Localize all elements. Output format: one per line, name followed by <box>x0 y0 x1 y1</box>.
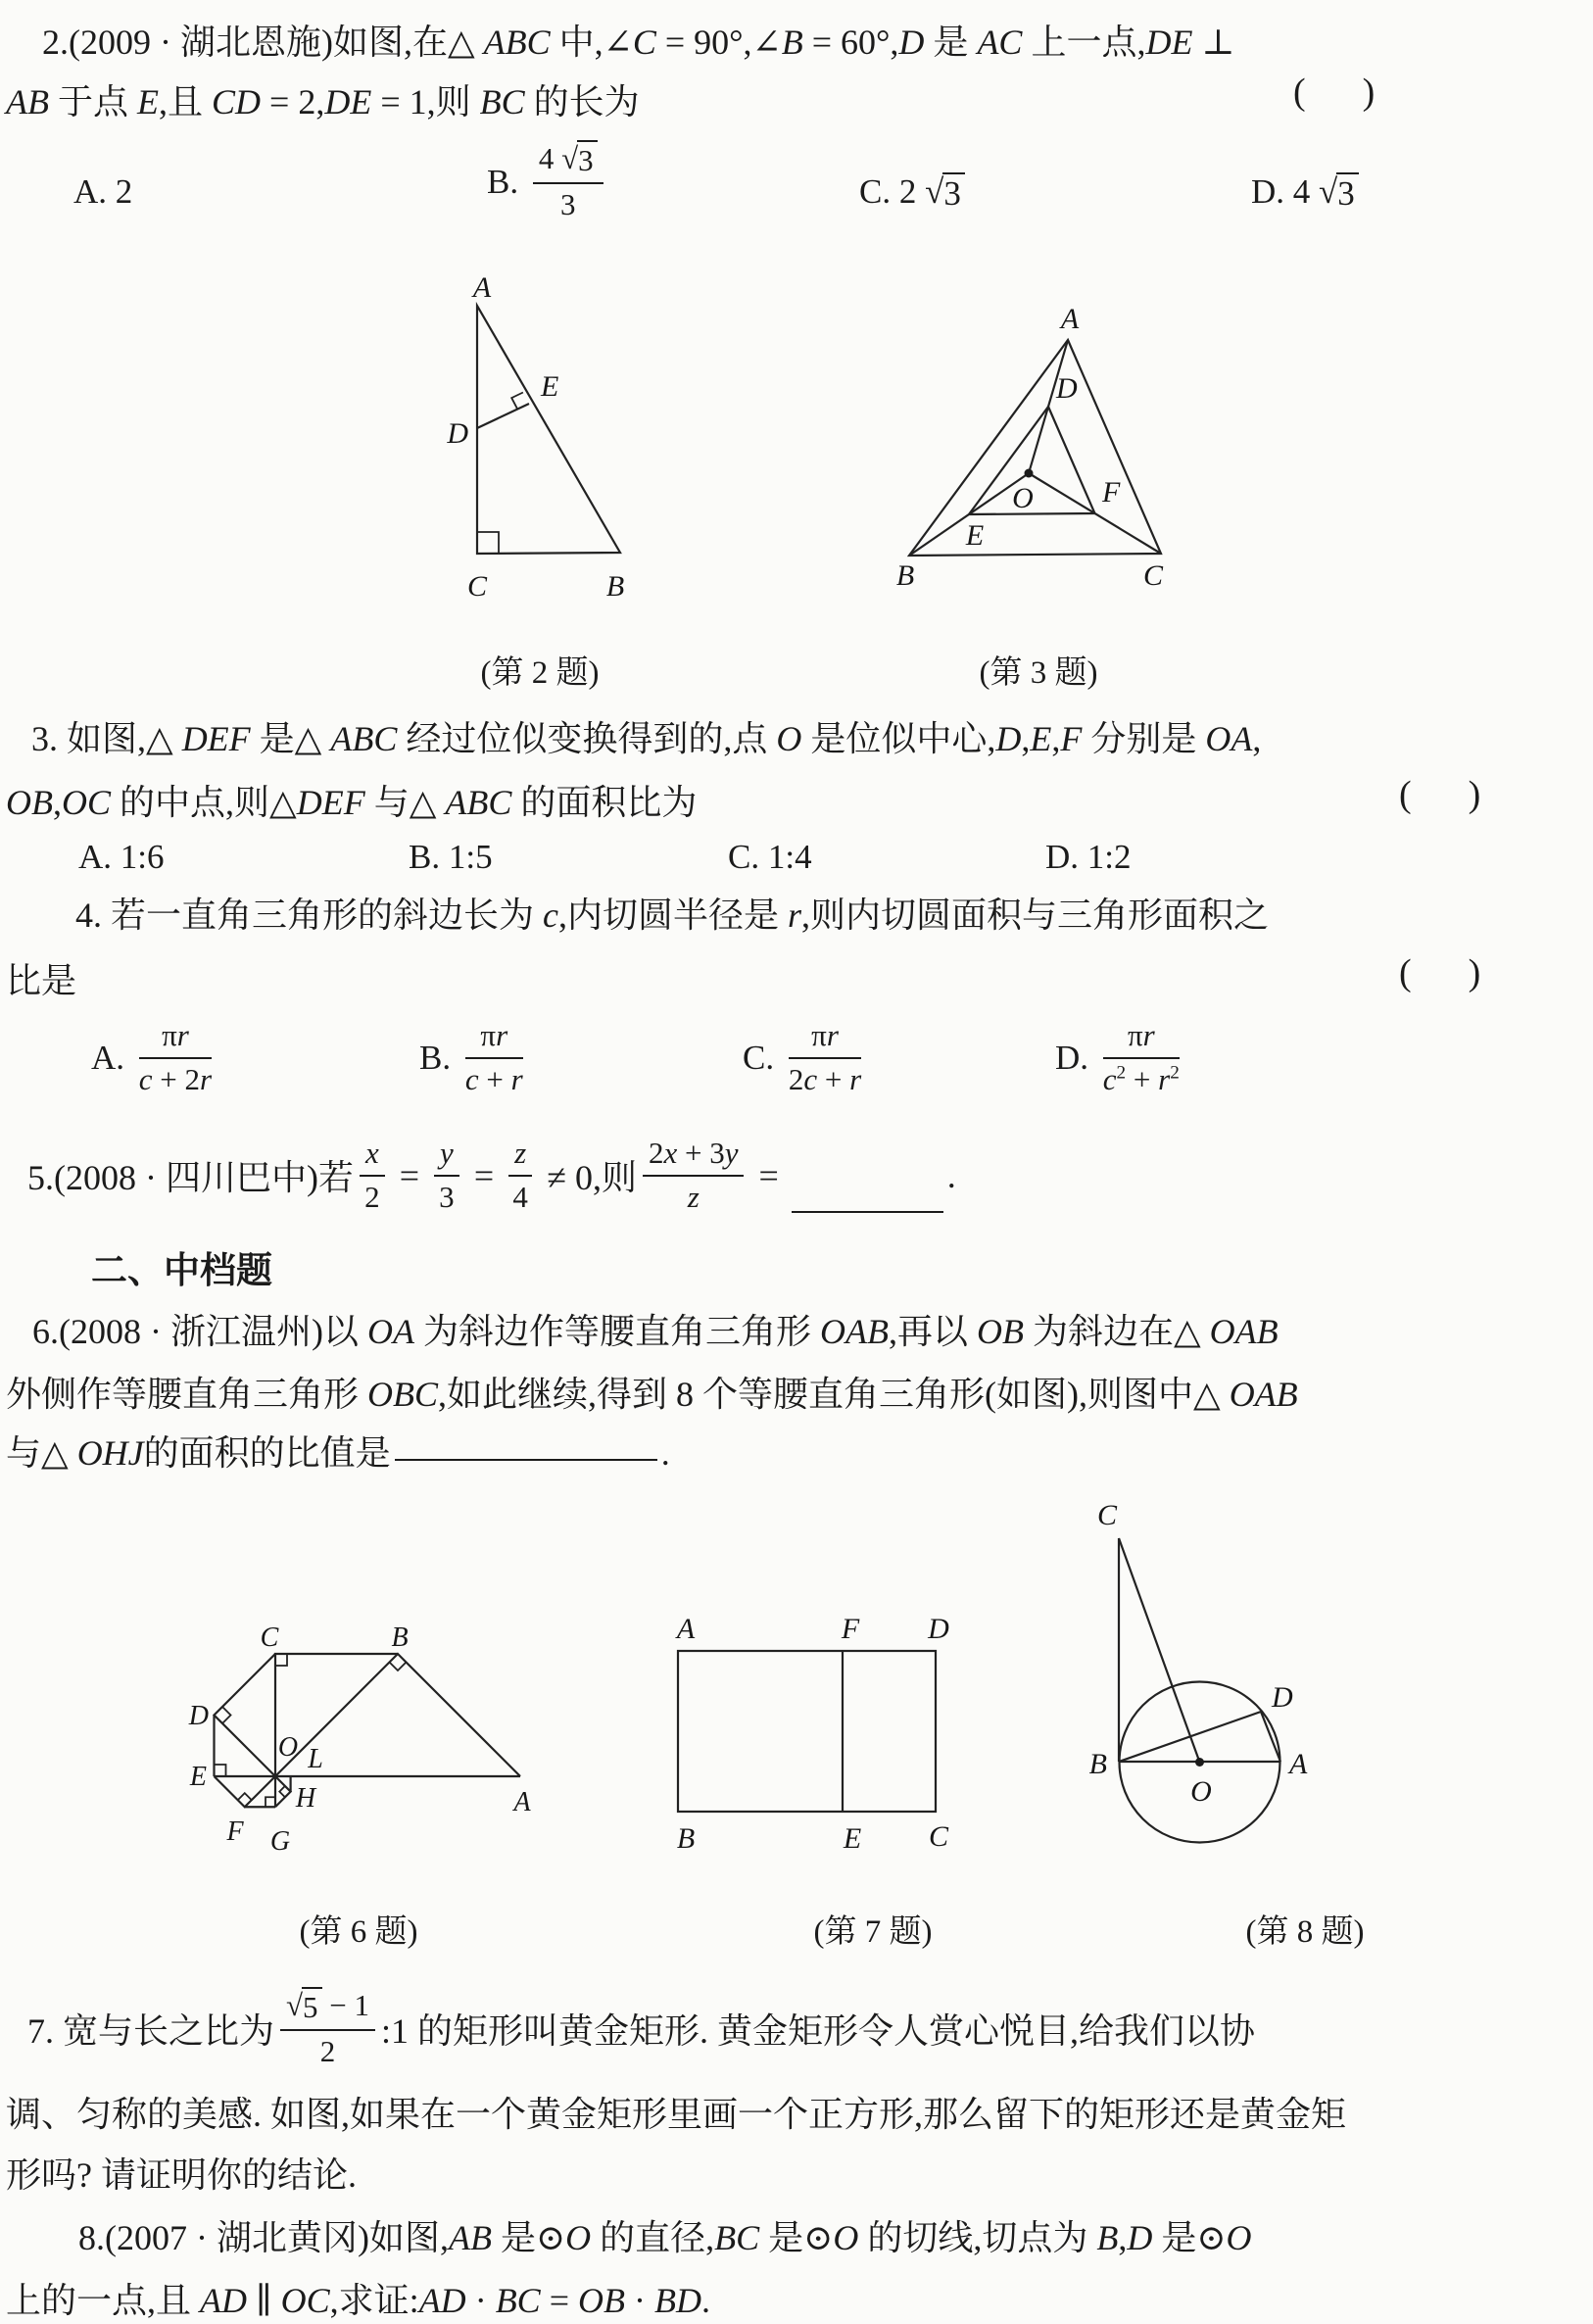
figure3-caption: (第 3 题) <box>979 655 1098 691</box>
problem2-line2: AB 于点 E,且 CD = 2,DE = 1,则 BC 的长为 <box>6 82 640 121</box>
vertex-label-d: D <box>1272 1681 1293 1714</box>
problem4-answer-paren: ( ) <box>1399 952 1481 993</box>
vertex-label-a: A <box>1060 303 1080 335</box>
lines-gh-ho <box>275 1776 291 1807</box>
right-angle-mark-h <box>279 1786 285 1797</box>
vertex-label-d: D <box>928 1613 949 1645</box>
lines-bc-cg <box>275 1654 398 1807</box>
problem3-option-a: A. 1:6 <box>78 838 165 876</box>
problem2-option-d: D. 4 √ 3 <box>1251 172 1359 214</box>
problem2-answer-paren: ( ) <box>1293 72 1376 113</box>
triangle-abc <box>909 340 1161 556</box>
problem4-option-a: A. $\frac{\pi r}{c + 2r}$ <box>91 1018 213 1096</box>
vertex-label-c: C <box>928 1820 949 1853</box>
problem5-line: 5.(2008 · 四川巴中)若 $\frac{x}{2}$ = $\frac{y}{3}$ = $\frac{z}{4}$ ≠ 0,则 $\frac{2x + 3y}{z}$ = . <box>27 1136 956 1214</box>
problem6-line3: 与△ OHJ的面积的比值是 . <box>6 1422 670 1476</box>
center-point-o <box>1025 469 1034 478</box>
right-angle-mark-b <box>390 1663 407 1671</box>
problem3-option-d: D. 1:2 <box>1045 838 1132 876</box>
problem8-line1: 8.(2007 · 湖北黄冈)如图,AB 是⊙O 的直径,BC 是⊙O 的切线,切点为 B,D 是⊙O <box>78 2218 1252 2257</box>
center-label-o: O <box>1190 1775 1212 1808</box>
lines-cd-do <box>215 1654 276 1776</box>
vertex-label-b: B <box>391 1622 409 1653</box>
problem7-line1: 7. 宽与长之比为 √ 5 − 1 2 :1 的矩形叫黄金矩形. 黄金矩形令人赏心悦目,给我们以协 <box>27 1988 1256 2068</box>
vertex-label-g: G <box>269 1826 291 1857</box>
vertex-label-c: C <box>1096 1499 1118 1531</box>
vertex-label-a: A <box>1289 1748 1308 1780</box>
vertex-label-d: D <box>188 1701 209 1731</box>
vertex-label-c: C <box>260 1622 279 1653</box>
center-point-o <box>1195 1758 1204 1767</box>
problem4-option-b: B. $\frac{\pi r}{c + r}$ <box>419 1018 523 1096</box>
right-angle-mark-f <box>238 1793 252 1800</box>
problem6-line2: 外侧作等腰直角三角形 OBC,如此继续,得到 8 个等腰直角三角形(如图),则图中△ OAB <box>6 1375 1298 1414</box>
segment-de <box>477 404 529 428</box>
vertex-label-a: A <box>513 1787 531 1817</box>
vertex-label-f: F <box>841 1613 860 1645</box>
right-angle-mark-d <box>222 1707 231 1723</box>
vertex-label-a: A <box>472 271 492 304</box>
triangle-abc <box>477 306 620 554</box>
chords-bd-da <box>1119 1712 1280 1762</box>
figure6-caption: (第 6 题) <box>299 1914 418 1950</box>
vertex-label-d: D <box>1056 372 1078 405</box>
problem2-option-a: A. 2 <box>73 172 133 211</box>
problem2-option-b: B. 4 √ 3 3 <box>487 140 609 224</box>
vertex-label-b: B <box>895 559 915 592</box>
figure2-caption: (第 2 题) <box>480 655 600 691</box>
vertex-label-e: E <box>541 370 559 403</box>
problem7-line2: 调、匀称的美感. 如图,如果在一个黄金矩形里画一个正方形,那么留下的矩形还是黄金矩 <box>6 2095 1347 2134</box>
figure-problem8 <box>1068 1494 1391 1866</box>
problem4-line1: 4. 若一直角三角形的斜边长为 c,内切圆半径是 r,则内切圆面积与三角形面积之 <box>75 896 1270 935</box>
vertex-label-b: B <box>605 570 625 603</box>
vertex-label-e: E <box>843 1822 862 1855</box>
vertex-label-f: F <box>1102 476 1121 508</box>
figure7-caption: (第 7 题) <box>813 1914 933 1950</box>
problem3-answer-paren: ( ) <box>1399 774 1481 815</box>
problem2-option-c: C. 2 √ 3 <box>859 172 965 214</box>
problem4-option-d: D. $\frac{\pi r}{c^2 + r^2}$ <box>1055 1018 1180 1096</box>
figure-problem7 <box>647 1597 970 1862</box>
golden-rectangle <box>678 1651 936 1812</box>
right-angle-mark-c <box>275 1654 287 1666</box>
problem3-line1: 3. 如图,△ DEF 是△ ABC 经过位似变换得到的,点 O 是位似中心,D,E,F 分别是 OA, <box>31 719 1262 758</box>
vertex-label-c: C <box>1142 559 1164 592</box>
vertex-label-b: B <box>676 1822 696 1855</box>
figure-problem6 <box>147 1597 558 1871</box>
vertex-label-d: D <box>447 417 468 450</box>
right-angle-mark-e <box>215 1765 226 1776</box>
figure-problem2 <box>353 265 666 607</box>
figure8-caption: (第 8 题) <box>1245 1914 1365 1950</box>
segment-co <box>1119 1538 1200 1763</box>
problem4-option-c: C. $\frac{\pi r}{2c + r}$ <box>743 1018 862 1096</box>
problem3-option-b: B. 1:5 <box>409 838 493 876</box>
vertex-label-b: B <box>1088 1748 1107 1780</box>
center-label-o: O <box>1012 482 1034 514</box>
vertex-label-e: E <box>189 1762 207 1792</box>
vertex-label-c: C <box>466 570 488 603</box>
right-angle-mark-c <box>477 532 499 554</box>
vertex-label-a: A <box>676 1613 696 1645</box>
center-label-o: O <box>277 1732 299 1763</box>
problem3-line2: OB,OC 的中点,则△DEF 与△ ABC 的面积比为 <box>6 783 698 822</box>
section-heading-medium-problems: 二、中档题 <box>91 1250 272 1290</box>
right-angle-mark-g <box>266 1797 275 1807</box>
vertex-label-h: H <box>295 1783 316 1814</box>
problem8-line2: 上的一点,且 AD ∥ OC,求证:AD · BC = OB · BD. <box>6 2281 711 2320</box>
problem4-line2: 比是 <box>6 961 77 1000</box>
problem6-line1: 6.(2008 · 浙江温州)以 OA 为斜边作等腰直角三角形 OAB,再以 OB 为斜边在△ OAB <box>32 1312 1279 1351</box>
problem3-option-c: C. 1:4 <box>728 838 812 876</box>
vertex-label-e: E <box>965 519 985 552</box>
figure-problem3 <box>862 294 1195 607</box>
problem7-line3: 形吗? 请证明你的结论. <box>6 2155 357 2195</box>
vertex-label-f: F <box>226 1816 244 1847</box>
problem2-line1: 2.(2009 · 湖北恩施)如图,在△ ABC 中,∠C = 90°,∠B = 60°,D 是 AC 上一点,DE ⊥ <box>42 23 1235 62</box>
vertex-label-l: L <box>308 1744 323 1774</box>
